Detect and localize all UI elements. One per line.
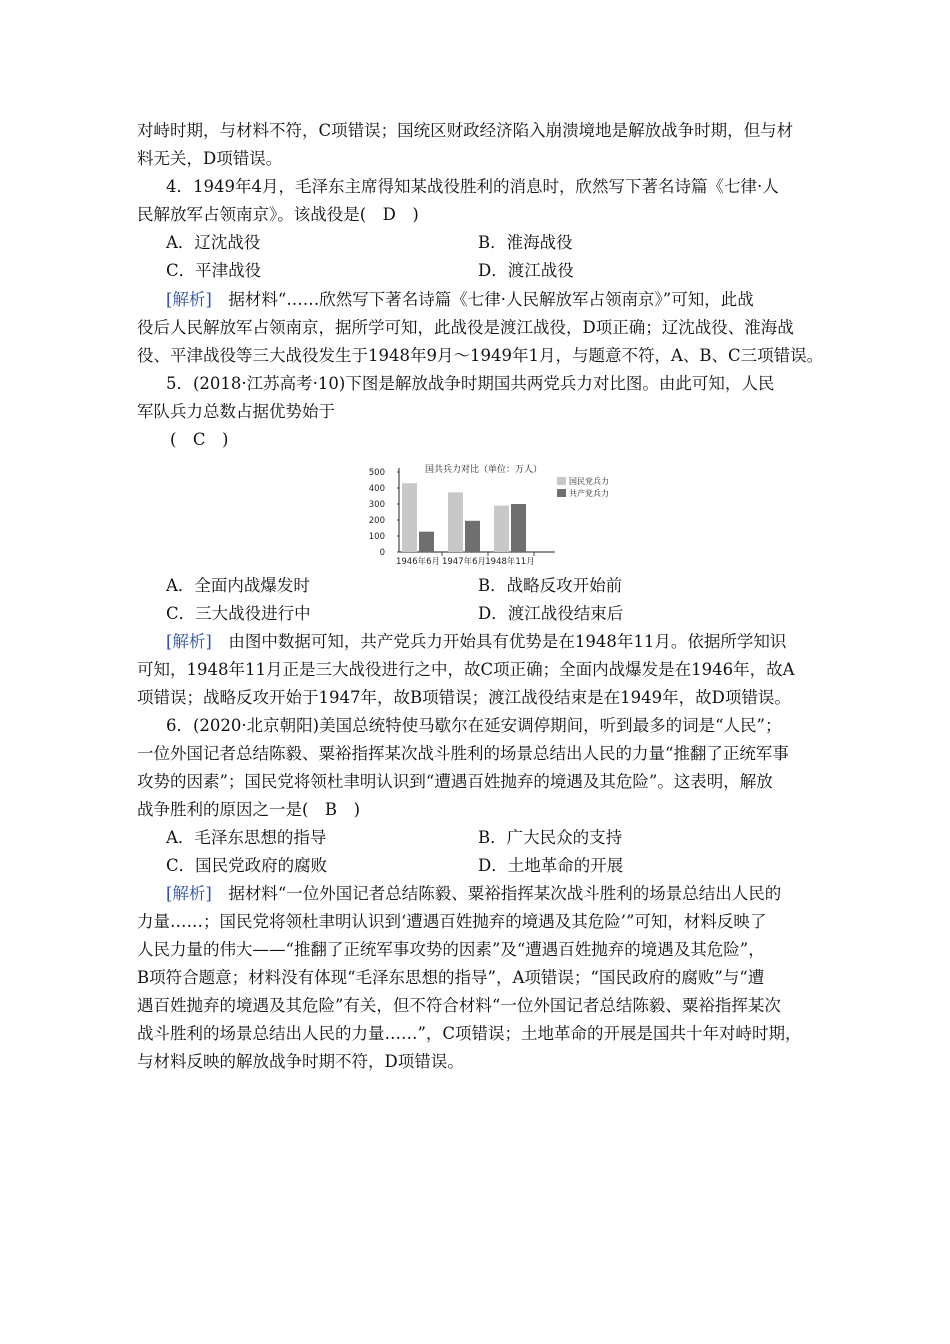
answer-line: ( C ) — [170, 430, 229, 449]
y-tick-label: 200 — [368, 516, 385, 526]
question-5-stem: 5．(2018·江苏高考·10)下图是解放战争时期国共两党兵力对比图。由此可知，人民 — [166, 374, 775, 393]
option-a: A．全面内战爆发时 — [166, 576, 310, 595]
text-line: 与材料反映的解放战争时期不符，D项错误。 — [137, 1052, 464, 1071]
analysis-tag: [解析] — [166, 290, 212, 309]
option-d: D．土地革命的开展 — [478, 856, 624, 875]
y-tick-label: 300 — [368, 500, 385, 510]
y-tick-label: 100 — [368, 532, 385, 542]
text-line: 项错误；战略反攻开始于1947年，故B项错误；渡江战役结束是在1949年，故D项错误。 — [137, 688, 791, 707]
analysis-tag: [解析] — [166, 632, 212, 651]
analysis-text: 据材料“……欣然写下著名诗篇《七律·人民解放军占领南京》”可知，此战 — [228, 290, 754, 309]
x-axis-labels — [396, 556, 535, 567]
y-tick-label: 400 — [368, 484, 385, 494]
question-4-stem: 4．1949年4月，毛泽东主席得知某战役胜利的消息时，欣然写下著名诗篇《七律·人 — [166, 177, 779, 196]
analysis-line — [166, 632, 786, 652]
option-b: B．淮海战役 — [478, 233, 573, 252]
legend-label: 共产党兵力 — [569, 489, 609, 498]
question-6-stem: 6．(2020·北京朝阳)美国总统特使马歇尔在延安调停期间，听到最多的词是“人民”； — [166, 716, 782, 735]
bar-cpc — [511, 504, 526, 552]
option-c: C．平津战役 — [166, 261, 262, 280]
y-tick-label: 0 — [379, 548, 385, 558]
chart-title: 国共兵力对比（单位：万人） — [425, 465, 543, 475]
text-line: 可知，1948年11月正是三大战役进行之中，故C项正确；全面内战爆发是在1946年，故A — [137, 660, 795, 679]
text-line: 战斗胜利的场景总结出人民的力量……”，C项错误；土地革命的开展是国共十年对峙时期， — [137, 1024, 802, 1043]
option-b: B．广大民众的支持 — [478, 828, 623, 847]
option-d: D．渡江战役 — [478, 261, 574, 280]
legend — [557, 476, 609, 498]
analysis-line — [166, 884, 781, 904]
analysis-text: 据材料“一位外国记者总结陈毅、粟裕指挥某次战斗胜利的场景总结出人民的 — [228, 884, 782, 903]
analysis-line — [166, 290, 754, 310]
bar-cpc — [465, 521, 480, 552]
bars — [402, 483, 534, 556]
text-line: 一位外国记者总结陈毅、粟裕指挥某次战斗胜利的场景总结出人民的力量“推翻了正统军事 — [137, 744, 789, 763]
analysis-tag: [解析] — [166, 884, 212, 903]
text-line: 攻势的因素”；国民党将领杜聿明认识到“遭遇百姓抛弃的境遇及其危险”。这表明，解放 — [137, 772, 773, 791]
bar-kmt — [402, 483, 417, 552]
x-tick-label: 1946年6月 — [395, 557, 441, 567]
text-line: 人民力量的伟大——“推翻了正统军事攻势的因素”及“遭遇百姓抛弃的境遇及其危险”， — [137, 940, 765, 959]
legend-swatch — [557, 477, 566, 485]
text-line: 料无关，D项错误。 — [137, 149, 283, 168]
option-b: B．战略反攻开始前 — [478, 576, 623, 595]
text-line: 遇百姓抛弃的境遇及其危险”有关，但不符合材料“一位外国记者总结陈毅、粟裕指挥某次 — [137, 996, 781, 1015]
y-axis-ticks — [369, 468, 399, 558]
bar-kmt — [448, 492, 463, 552]
text-line: B项符合题意；材料没有体现“毛泽东思想的指导”，A项错误；“国民政府的腐败”与“遭 — [137, 968, 765, 987]
text-line: 役、平津战役等三大战役发生于1948年9月～1949年1月，与题意不符，A、B、C三项错误。 — [137, 346, 824, 365]
text-line: 战争胜利的原因之一是( B ) — [137, 800, 360, 819]
legend-swatch — [557, 489, 566, 497]
option-a: A．毛泽东思想的指导 — [166, 828, 327, 847]
text-line: 力量……；国民党将领杜聿明认识到‘遭遇百姓抛弃的境遇及其危险’”可知，材料反映了 — [137, 912, 767, 931]
legend-label: 国民党兵力 — [569, 477, 609, 486]
option-d: D．渡江战役结束后 — [478, 604, 624, 623]
text-line: 役后人民解放军占领南京，据所学可知，此战役是渡江战役，D项正确；辽沈战役、淮海战 — [137, 318, 794, 337]
option-c: C．三大战役进行中 — [166, 604, 311, 623]
option-a: A．辽沈战役 — [166, 233, 261, 252]
text-line: 民解放军占领南京》。该战役是( D ) — [137, 205, 419, 224]
text-line: 对峙时期，与材料不符，C项错误；国统区财政经济陷入崩溃境地是解放战争时期，但与材 — [137, 121, 794, 140]
x-tick-label: 1948年11月 — [485, 557, 535, 567]
y-tick-label: 500 — [368, 468, 385, 478]
bar-cpc — [419, 532, 434, 552]
x-tick-label: 1947年6月 — [441, 557, 487, 567]
text-line: 军队兵力总数占据优势始于 — [137, 402, 335, 421]
option-c: C．国民党政府的腐败 — [166, 856, 328, 875]
troop-comparison-chart — [365, 458, 620, 573]
analysis-text: 由图中数据可知，共产党兵力开始具有优势是在1948年11月。依据所学知识 — [228, 632, 787, 651]
bar-kmt — [494, 506, 509, 552]
